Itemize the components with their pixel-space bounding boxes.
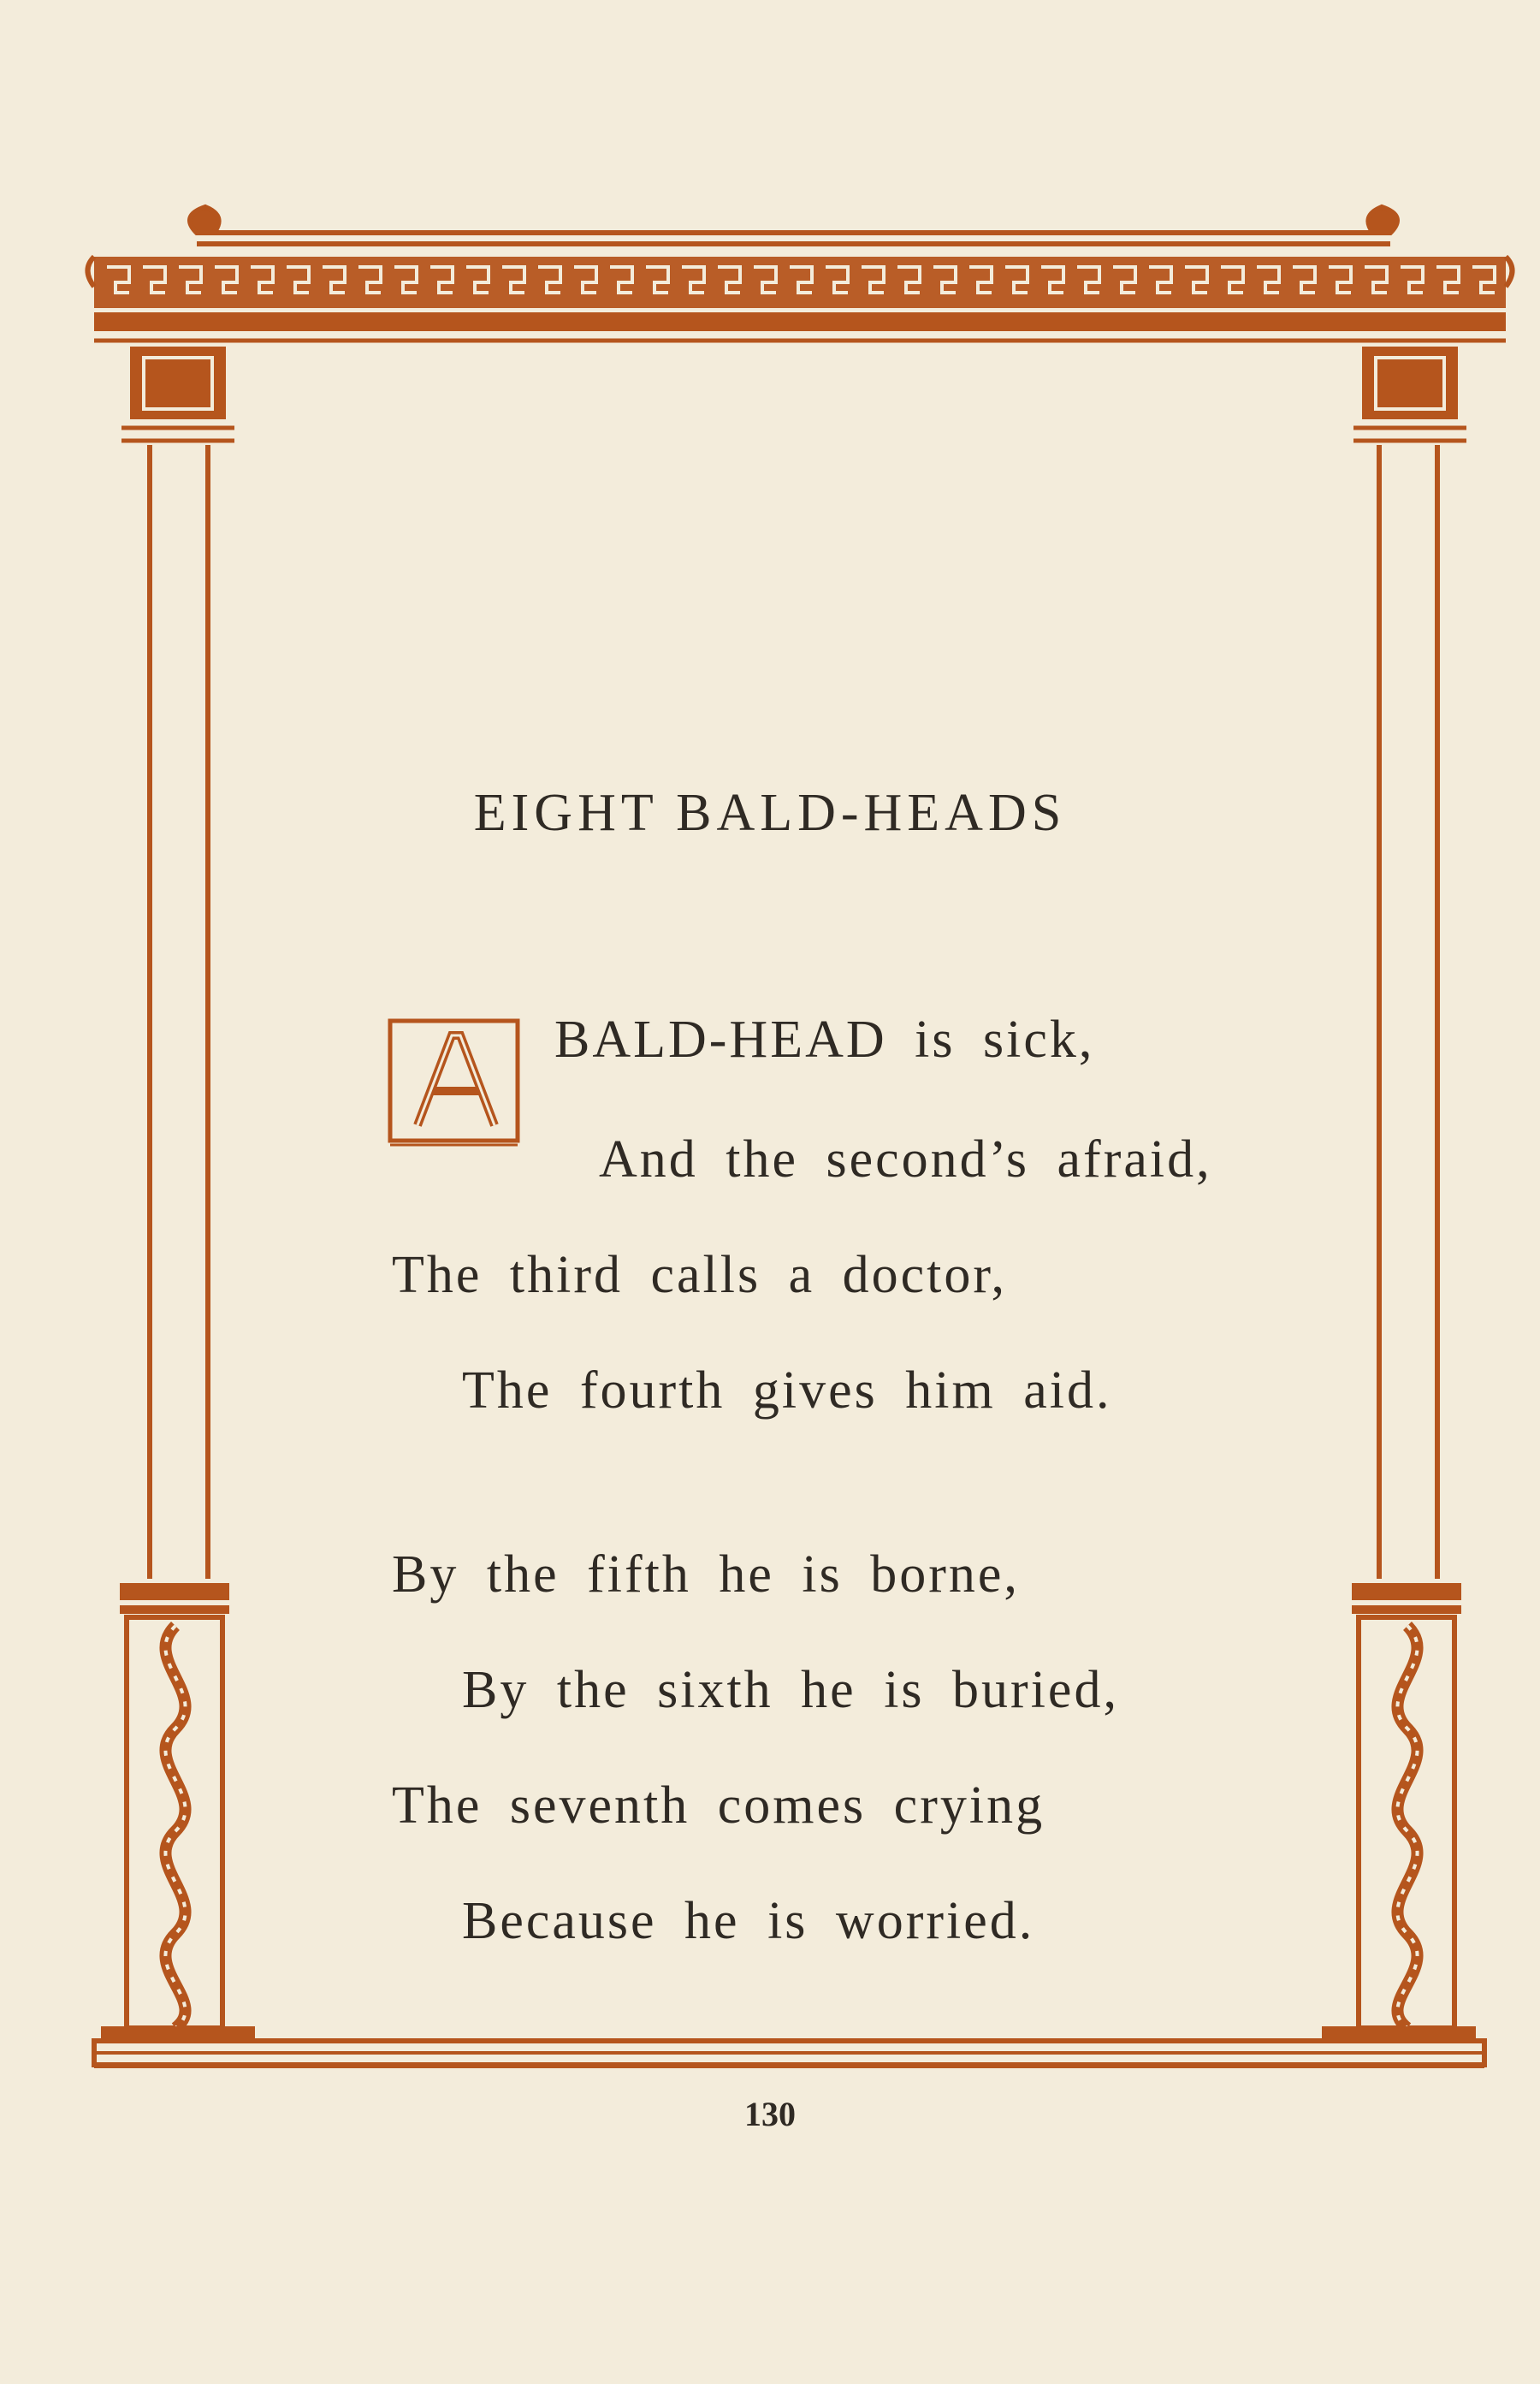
poem-title: EIGHT BALD-HEADS bbox=[473, 784, 1067, 842]
poem-line: By the sixth he is buried, bbox=[462, 1661, 1119, 1719]
poem-line: The seventh comes crying bbox=[392, 1776, 1045, 1835]
poem-line: The third calls a doctor, bbox=[392, 1246, 1008, 1304]
poem-line: BALD-HEAD is sick, bbox=[554, 1011, 1095, 1069]
poem-line: The fourth gives him aid. bbox=[462, 1361, 1112, 1420]
poem-line: And the second’s afraid, bbox=[599, 1130, 1212, 1189]
poem-line: Because he is worried. bbox=[462, 1892, 1035, 1950]
page-number: 130 bbox=[744, 2095, 796, 2133]
poem-line: By the fifth he is borne, bbox=[392, 1545, 1020, 1604]
dropcap-a-icon bbox=[388, 1018, 520, 1148]
